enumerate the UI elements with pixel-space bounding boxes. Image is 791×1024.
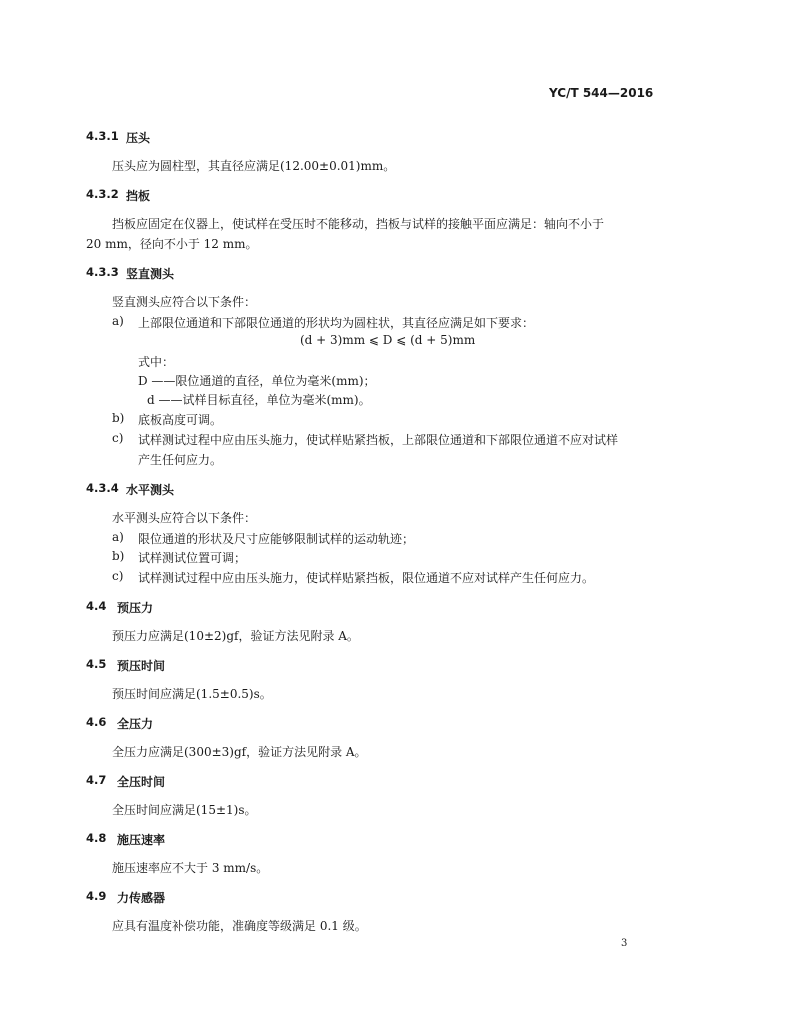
section-number: 4.3.1	[86, 129, 119, 143]
section-title: 预压时间	[117, 659, 166, 673]
list-label: c)	[112, 569, 124, 583]
section-number: 4.7	[86, 773, 107, 787]
section-title: 压头	[126, 131, 151, 145]
formula: (d + 3)mm ⩽ D ⩽ (d + 5)mm	[300, 333, 476, 347]
list-item-text: 底板高度可调。	[138, 413, 223, 427]
standard-code-header: YC/T 544—2016	[549, 86, 654, 100]
paragraph: 应具有温度补偿功能，准确度等级满足 0.1 级。	[112, 919, 367, 933]
section-title: 挡板	[126, 189, 151, 203]
paragraph: 竖直测头应符合以下条件：	[112, 295, 257, 309]
section-title: 全压时间	[117, 775, 166, 789]
list-item-text: 试样测试过程中应由压头施力，使试样贴紧挡板，上部限位通道和下部限位通道不应对试样	[138, 433, 619, 447]
paragraph: 施压速率应不大于 3 mm/s。	[112, 861, 269, 875]
section-number: 4.3.2	[86, 187, 119, 201]
list-item-text: 上部限位通道和下部限位通道的形状均为圆柱状，其直径应满足如下要求：	[138, 316, 535, 330]
paragraph: 预压力应满足(10±2)gf，验证方法见附录 A。	[112, 629, 359, 643]
section-title: 力传感器	[117, 891, 166, 905]
section-title: 预压力	[117, 601, 154, 615]
list-label: a)	[112, 530, 124, 544]
section-title: 全压力	[117, 717, 154, 731]
variable-definition: D ——限位通道的直径，单位为毫米(mm)；	[138, 374, 376, 388]
list-item-text: 产生任何应力。	[138, 453, 223, 467]
section-number: 4.8	[86, 831, 107, 845]
where-label: 式中：	[138, 355, 175, 369]
section-title: 竖直测头	[126, 267, 175, 281]
section-number: 4.6	[86, 715, 107, 729]
paragraph-line: 挡板应固定在仪器上，使试样在受压时不能移动，挡板与试样的接触平面应满足：轴向不小于	[112, 217, 605, 231]
section-number: 4.4	[86, 599, 107, 613]
paragraph: 压头应为圆柱型，其直径应满足(12.00±0.01)mm。	[112, 159, 396, 173]
list-item-text: 试样测试过程中应由压头施力，使试样贴紧挡板，限位通道不应对试样产生任何应力。	[138, 571, 595, 585]
section-number: 4.3.4	[86, 481, 119, 495]
paragraph: 全压力应满足(300±3)gf，验证方法见附录 A。	[112, 745, 367, 759]
list-item-text: 试样测试位置可调；	[138, 551, 247, 565]
paragraph: 水平测头应符合以下条件：	[112, 511, 257, 525]
variable-definition: d ——试样目标直径，单位为毫米(mm)。	[147, 393, 371, 407]
paragraph-line: 20 mm，径向不小于 12 mm。	[86, 237, 258, 251]
list-label: a)	[112, 314, 124, 328]
section-number: 4.5	[86, 657, 107, 671]
section-title: 施压速率	[117, 833, 166, 847]
section-number: 4.9	[86, 889, 107, 903]
section-number: 4.3.3	[86, 265, 119, 279]
section-title: 水平测头	[126, 483, 175, 497]
list-label: b)	[112, 411, 125, 425]
list-item-text: 限位通道的形状及尺寸应能够限制试样的运动轨迹；	[138, 532, 415, 546]
list-label: b)	[112, 549, 125, 563]
paragraph: 全压时间应满足(15±1)s。	[112, 803, 257, 817]
list-label: c)	[112, 431, 124, 445]
page-number: 3	[621, 938, 628, 949]
paragraph: 预压时间应满足(1.5±0.5)s。	[112, 687, 272, 701]
